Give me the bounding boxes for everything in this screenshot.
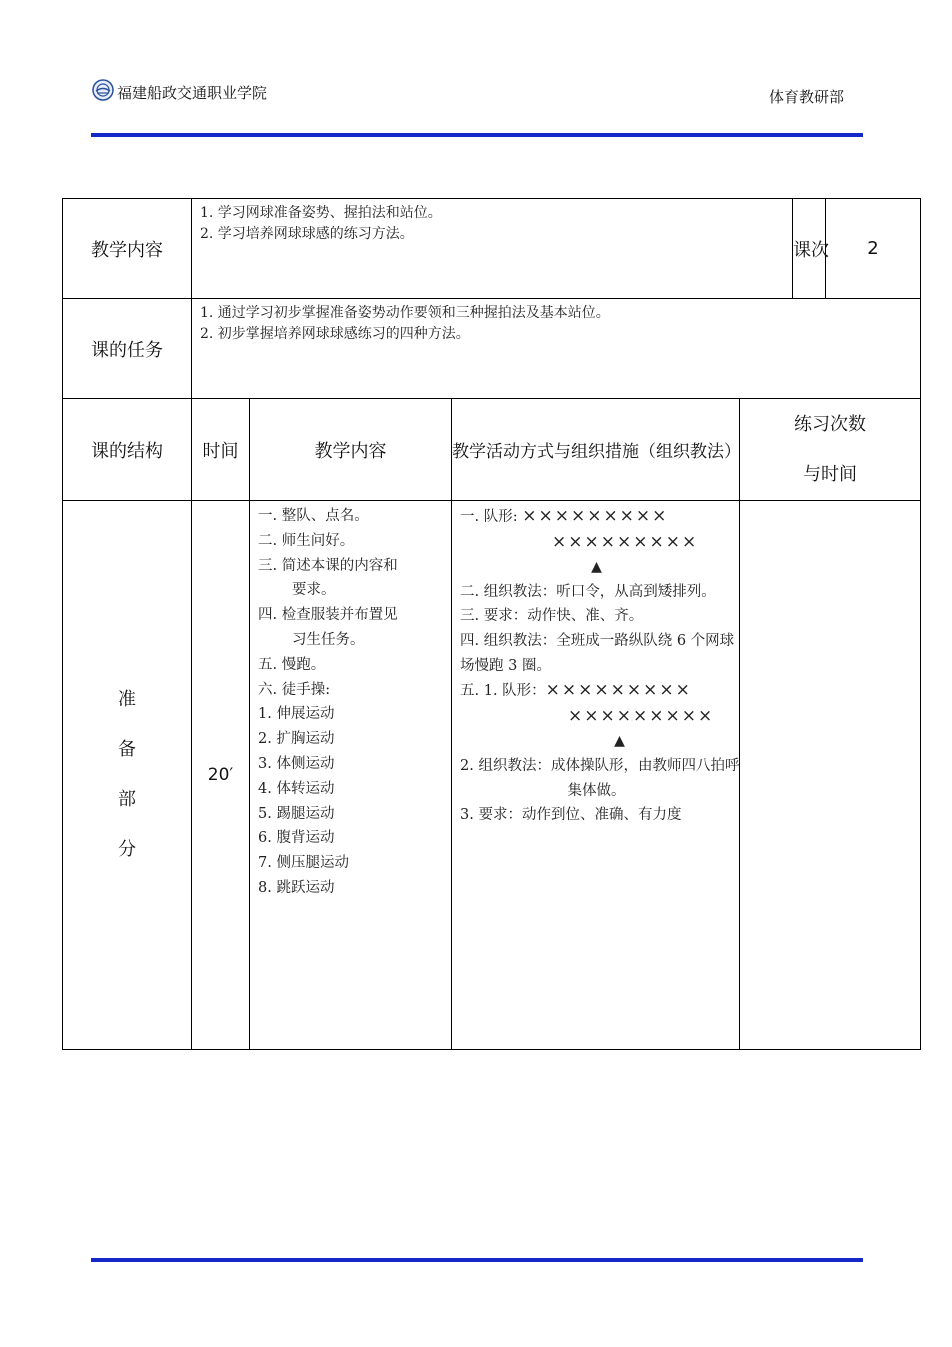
header-rule: [91, 133, 863, 137]
school-emblem-icon: [92, 79, 114, 101]
prep-content-line: 一. 整队、点名。: [258, 508, 369, 524]
method-line-6: 3. 要求：动作到位、准确、有力度: [460, 807, 682, 824]
formation2-label: 五. 1. 队形：: [460, 683, 546, 700]
prep-content-line: 要求。: [292, 582, 336, 599]
method-line-5b: 集体做。: [567, 782, 626, 799]
method-line-3: 三. 要求：动作快、准、齐。: [460, 608, 644, 625]
method-line-2: 二. 组织教法：听口令，从高到矮排列。: [460, 583, 716, 600]
session-value: 2: [826, 199, 921, 299]
formation2-line: [460, 678, 733, 704]
header-method: 教学活动方式与组织措施（组织教法）: [452, 399, 740, 501]
method-line-4b: 场慢跑 3 圈。: [460, 657, 551, 674]
prep-method-cell: [452, 501, 740, 1050]
formation2-row2: ×××××××××: [568, 705, 715, 726]
prep-content-line: 三. 简述本课的内容和: [258, 557, 398, 574]
lesson-plan-table: [62, 198, 921, 1050]
teaching-content-item: 1. 学习网球准备姿势、握拍法和站位。: [200, 205, 442, 221]
formation1-row2: ×××××××××: [552, 531, 699, 552]
lesson-task-cell: [192, 299, 921, 399]
prep-content-line: 4. 体转运动: [258, 780, 335, 797]
prep-content-line: 3. 体侧运动: [258, 755, 335, 772]
session-label: 课次: [793, 199, 826, 299]
prep-content-line: 五. 慢跑。: [258, 656, 326, 673]
header-practice-line1: 练习次数: [794, 413, 866, 435]
formation1-row1: ×××××××××: [522, 506, 669, 526]
prep-content-list: [258, 504, 445, 901]
school-name: 福建船政交通职业学院: [117, 84, 268, 102]
lesson-task-item: 1. 通过学习初步掌握准备姿势动作要领和三种握拍法及基本站位。: [200, 305, 610, 321]
row-preparation: [63, 501, 921, 1050]
prep-content-line: 7. 侧压腿运动: [258, 855, 349, 872]
teaching-content-item: 2. 学习培养网球球感的练习方法。: [200, 226, 414, 242]
formation1-line: [460, 504, 733, 530]
prep-char: 分: [118, 839, 136, 860]
method-line-4a: 四. 组织教法：全班成一路纵队绕 6 个网球: [460, 632, 735, 649]
prep-practice-cell: [740, 501, 921, 1050]
prep-content-line: 6. 腹背运动: [258, 830, 335, 847]
prep-content-line: 1. 伸展运动: [258, 706, 335, 723]
formation1-label: 一. 队形:: [460, 509, 523, 525]
prep-content-line: 8. 跳跃运动: [258, 879, 335, 896]
row-teaching-content: [63, 199, 921, 299]
method-line-5a: 2. 组织教法：成体操队形，由教师四八拍呼: [460, 757, 740, 774]
prep-time: 20′: [192, 501, 250, 1050]
department-name: 体育教研部: [768, 88, 844, 106]
prep-content-line: 5. 踢腿运动: [258, 805, 335, 822]
prep-char: 部: [118, 789, 136, 810]
formation1-row2-line: [460, 530, 733, 556]
prep-content-line: 四. 检查服装并布置见: [258, 607, 398, 624]
header-structure: 课的结构: [63, 399, 192, 501]
prep-section-label: [63, 501, 192, 1050]
prep-content-line: 2. 扩胸运动: [258, 731, 335, 748]
teaching-content-label: 教学内容: [63, 199, 192, 299]
row-column-headers: [63, 399, 921, 501]
prep-content-line: 二. 师生问好。: [258, 532, 355, 549]
prep-content-line: 六. 徒手操:: [258, 681, 331, 698]
prep-content-line: 习生任务。: [292, 631, 365, 648]
prep-char: 备: [118, 739, 136, 760]
header-practice: [740, 399, 921, 501]
page-header-left: [92, 76, 267, 103]
teaching-content-cell: [192, 199, 793, 299]
formation2-row1: ×××××××××: [545, 680, 692, 701]
lesson-task-item: 2. 初步掌握培养网球球感练习的四种方法。: [200, 326, 470, 342]
teacher-position-mark-2: ▲: [614, 733, 625, 750]
prep-content-cell: [250, 501, 452, 1050]
footer-rule: [91, 1258, 863, 1262]
header-content: 教学内容: [250, 399, 452, 501]
header-time: 时间: [192, 399, 250, 501]
teacher-position-mark: ▲: [591, 559, 602, 576]
row-lesson-task: [63, 299, 921, 399]
lesson-task-label: 课的任务: [63, 299, 192, 399]
header-practice-line2: 与时间: [803, 463, 857, 485]
formation2-row2-line: [460, 704, 733, 730]
prep-char: 准: [118, 689, 136, 710]
